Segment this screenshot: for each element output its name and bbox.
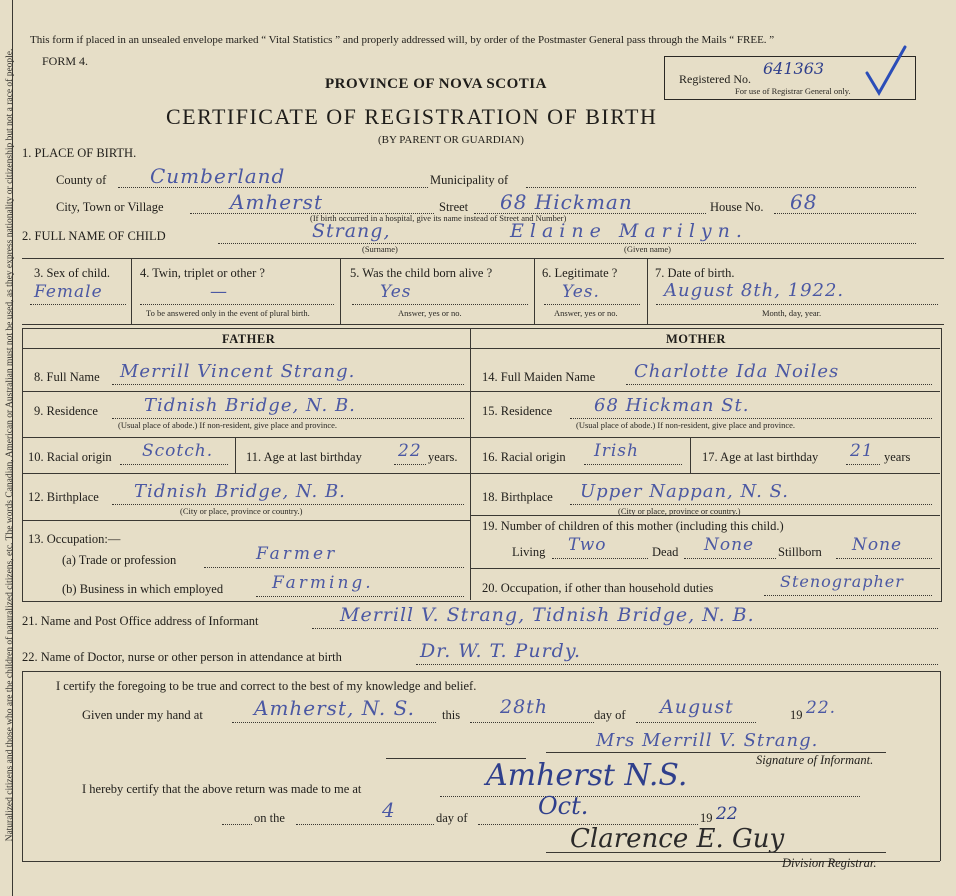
left-margin-rule xyxy=(12,0,13,896)
dead-value: None xyxy=(704,535,755,555)
father-residence-label: 9. Residence xyxy=(34,404,98,418)
registrar-place-value: Amherst N.S. xyxy=(486,758,688,793)
father-business-label: (b) Business in which employed xyxy=(62,582,224,596)
county-label: County of xyxy=(56,173,107,187)
registrar-day-of-label: day of xyxy=(436,811,468,825)
province-heading: PROVINCE OF NOVA SCOTIA xyxy=(325,76,547,92)
registered-number: 641363 xyxy=(763,59,825,78)
doctor-label: 22. Name of Doctor, nurse or other person in attendance at birth xyxy=(22,650,342,664)
mother-occupation-value: Stenographer xyxy=(780,572,904,591)
hospital-note: (If birth occurred in a hospital, give its name instead of Street and Number) xyxy=(310,213,567,223)
father-residence-note: (Usual place of abode.) If non-resident, give place and province. xyxy=(118,420,338,430)
city-value: Amherst xyxy=(230,190,323,214)
father-birthplace-note: (City or place, province or country.) xyxy=(180,506,303,516)
given-under-label: Given under my hand at xyxy=(82,708,203,722)
informant-label: 21. Name and Post Office address of Informant xyxy=(22,614,259,628)
mother-name-value: Charlotte Ida Noiles xyxy=(634,361,840,382)
certify-year-value: 22. xyxy=(806,698,837,718)
father-birthplace-value: Tidnish Bridge, N. B. xyxy=(134,481,346,502)
mother-residence-value: 68 Hickman St. xyxy=(594,395,750,416)
sex-value: Female xyxy=(34,282,103,302)
informant-value: Merrill V. Strang, Tidnish Bridge, N. B. xyxy=(340,604,755,626)
father-occupation-label: 13. Occupation:— xyxy=(28,532,121,546)
given-name-note: (Given name) xyxy=(624,244,671,254)
postal-notice: This form if placed in an unsealed envelope marked “ Vital Statistics ” and properly addressed will, by order of the Postmaster General pass through the Mails “ FREE. ” xyxy=(30,34,775,46)
mother-age-label: 17. Age at last birthday xyxy=(702,450,819,464)
alive-label: 5. Was the child born alive ? xyxy=(350,266,493,280)
father-business-value: Farming. xyxy=(272,573,374,593)
mother-race-label: 16. Racial origin xyxy=(482,450,566,464)
mother-residence-label: 15. Residence xyxy=(482,404,553,418)
municipality-label: Municipality of xyxy=(430,173,509,187)
house-value: 68 xyxy=(790,190,818,214)
father-race-value: Scotch. xyxy=(142,441,214,461)
street-value: 68 Hickman xyxy=(500,190,633,214)
registrar-year-value: 22 xyxy=(716,804,738,824)
child-name-label: 2. FULL NAME OF CHILD xyxy=(22,229,166,243)
father-name-label: 8. Full Name xyxy=(34,370,100,384)
registration-box xyxy=(664,56,916,100)
given-place-value: Amherst, N. S. xyxy=(254,696,415,720)
mother-children-label: 19. Number of children of this mother (including this child.) xyxy=(482,519,784,533)
father-birthplace-label: 12. Birthplace xyxy=(28,490,99,504)
father-race-label: 10. Racial origin xyxy=(28,450,112,464)
certificate-subtitle: (BY PARENT OR GUARDIAN) xyxy=(378,134,524,146)
side-margin-text: Naturalized citizens and those who are the children of naturalized citizens, etc. The words Canadian, American or Australian must not be used, as they express nationality or citizenship but not a race of people. xyxy=(5,48,15,842)
check-mark-icon xyxy=(861,43,911,99)
father-trade-value: Farmer xyxy=(256,544,338,564)
registrar-year-prefix: 19 xyxy=(700,811,713,825)
registrar-statement: I hereby certify that the above return was made to me at xyxy=(82,782,362,796)
father-years-label: years. xyxy=(428,450,458,464)
informant-signature: Mrs Merrill V. Strang. xyxy=(596,730,819,751)
informant-signature-label: Signature of Informant. xyxy=(756,753,874,767)
stillborn-value: None xyxy=(852,535,903,555)
father-age-label: 11. Age at last birthday xyxy=(246,450,362,464)
birth-date-note: Month, day, year. xyxy=(762,308,822,318)
surname-note: (Surname) xyxy=(362,244,398,254)
city-label: City, Town or Village xyxy=(56,200,164,214)
child-given-name: Elaine Marilyn. xyxy=(510,220,748,242)
mother-birthplace-label: 18. Birthplace xyxy=(482,490,553,504)
legitimate-label: 6. Legitimate ? xyxy=(542,266,618,280)
living-label: Living xyxy=(512,545,546,559)
mother-name-label: 14. Full Maiden Name xyxy=(482,370,596,384)
child-surname: Strang, xyxy=(312,220,391,242)
mother-residence-note: (Usual place of abode.) If non-resident, give place and province. xyxy=(576,420,796,430)
on-the-label: on the xyxy=(254,811,285,825)
father-age-value: 22 xyxy=(398,441,422,461)
legitimate-note: Answer, yes or no. xyxy=(554,308,618,318)
sex-label: 3. Sex of child. xyxy=(34,266,111,280)
certify-day-value: 28th xyxy=(500,696,549,718)
legitimate-value: Yes. xyxy=(562,282,600,302)
mother-age-value: 21 xyxy=(850,441,874,461)
living-value: Two xyxy=(568,535,607,555)
twin-value: — xyxy=(210,282,228,302)
twin-note: To be answered only in the event of plural birth. xyxy=(146,308,310,318)
mother-birthplace-note: (City or place, province or country.) xyxy=(618,506,741,516)
registrar-month-value: Oct. xyxy=(538,792,589,820)
birth-date-label: 7. Date of birth. xyxy=(655,266,735,280)
form-number: FORM 4. xyxy=(42,54,89,68)
certify-month-value: August xyxy=(660,696,734,718)
mother-years-label: years xyxy=(884,450,911,464)
father-name-value: Merrill Vincent Strang. xyxy=(120,361,356,382)
stillborn-label: Stillborn xyxy=(778,545,822,559)
mother-occupation-label: 20. Occupation, if other than household duties xyxy=(482,581,714,595)
registered-no-label: Registered No. xyxy=(679,72,751,86)
registrar-signature: Clarence E. Guy xyxy=(570,824,785,854)
twin-label: 4. Twin, triplet or other ? xyxy=(140,266,265,280)
mother-birthplace-value: Upper Nappan, N. S. xyxy=(580,481,789,502)
father-trade-label: (a) Trade or profession xyxy=(62,553,177,567)
registrar-day-value: 4 xyxy=(382,798,396,822)
certify-year-prefix: 19 xyxy=(790,708,803,722)
doctor-value: Dr. W. T. Purdy. xyxy=(420,640,582,662)
certify-statement: I certify the foregoing to be true and correct to the best of my knowledge and belief. xyxy=(56,679,477,693)
certify-day-of-label: day of xyxy=(594,708,626,722)
house-label: House No. xyxy=(710,200,764,214)
registrar-signature-label: Division Registrar. xyxy=(782,856,877,870)
certificate-title: CERTIFICATE OF REGISTRATION OF BIRTH xyxy=(166,104,658,129)
birth-date-value: August 8th, 1922. xyxy=(664,280,845,301)
this-label: this xyxy=(442,708,461,722)
mother-heading: MOTHER xyxy=(666,332,726,346)
alive-note: Answer, yes or no. xyxy=(398,308,462,318)
registrar-use-note: For use of Registrar General only. xyxy=(735,86,851,96)
father-heading: FATHER xyxy=(222,332,276,346)
street-label: Street xyxy=(439,200,469,214)
dead-label: Dead xyxy=(652,545,679,559)
father-residence-value: Tidnish Bridge, N. B. xyxy=(144,395,356,416)
alive-value: Yes xyxy=(380,282,412,302)
mother-race-value: Irish xyxy=(594,441,639,461)
place-of-birth-label: 1. PLACE OF BIRTH. xyxy=(22,146,137,160)
county-value: Cumberland xyxy=(150,164,286,188)
